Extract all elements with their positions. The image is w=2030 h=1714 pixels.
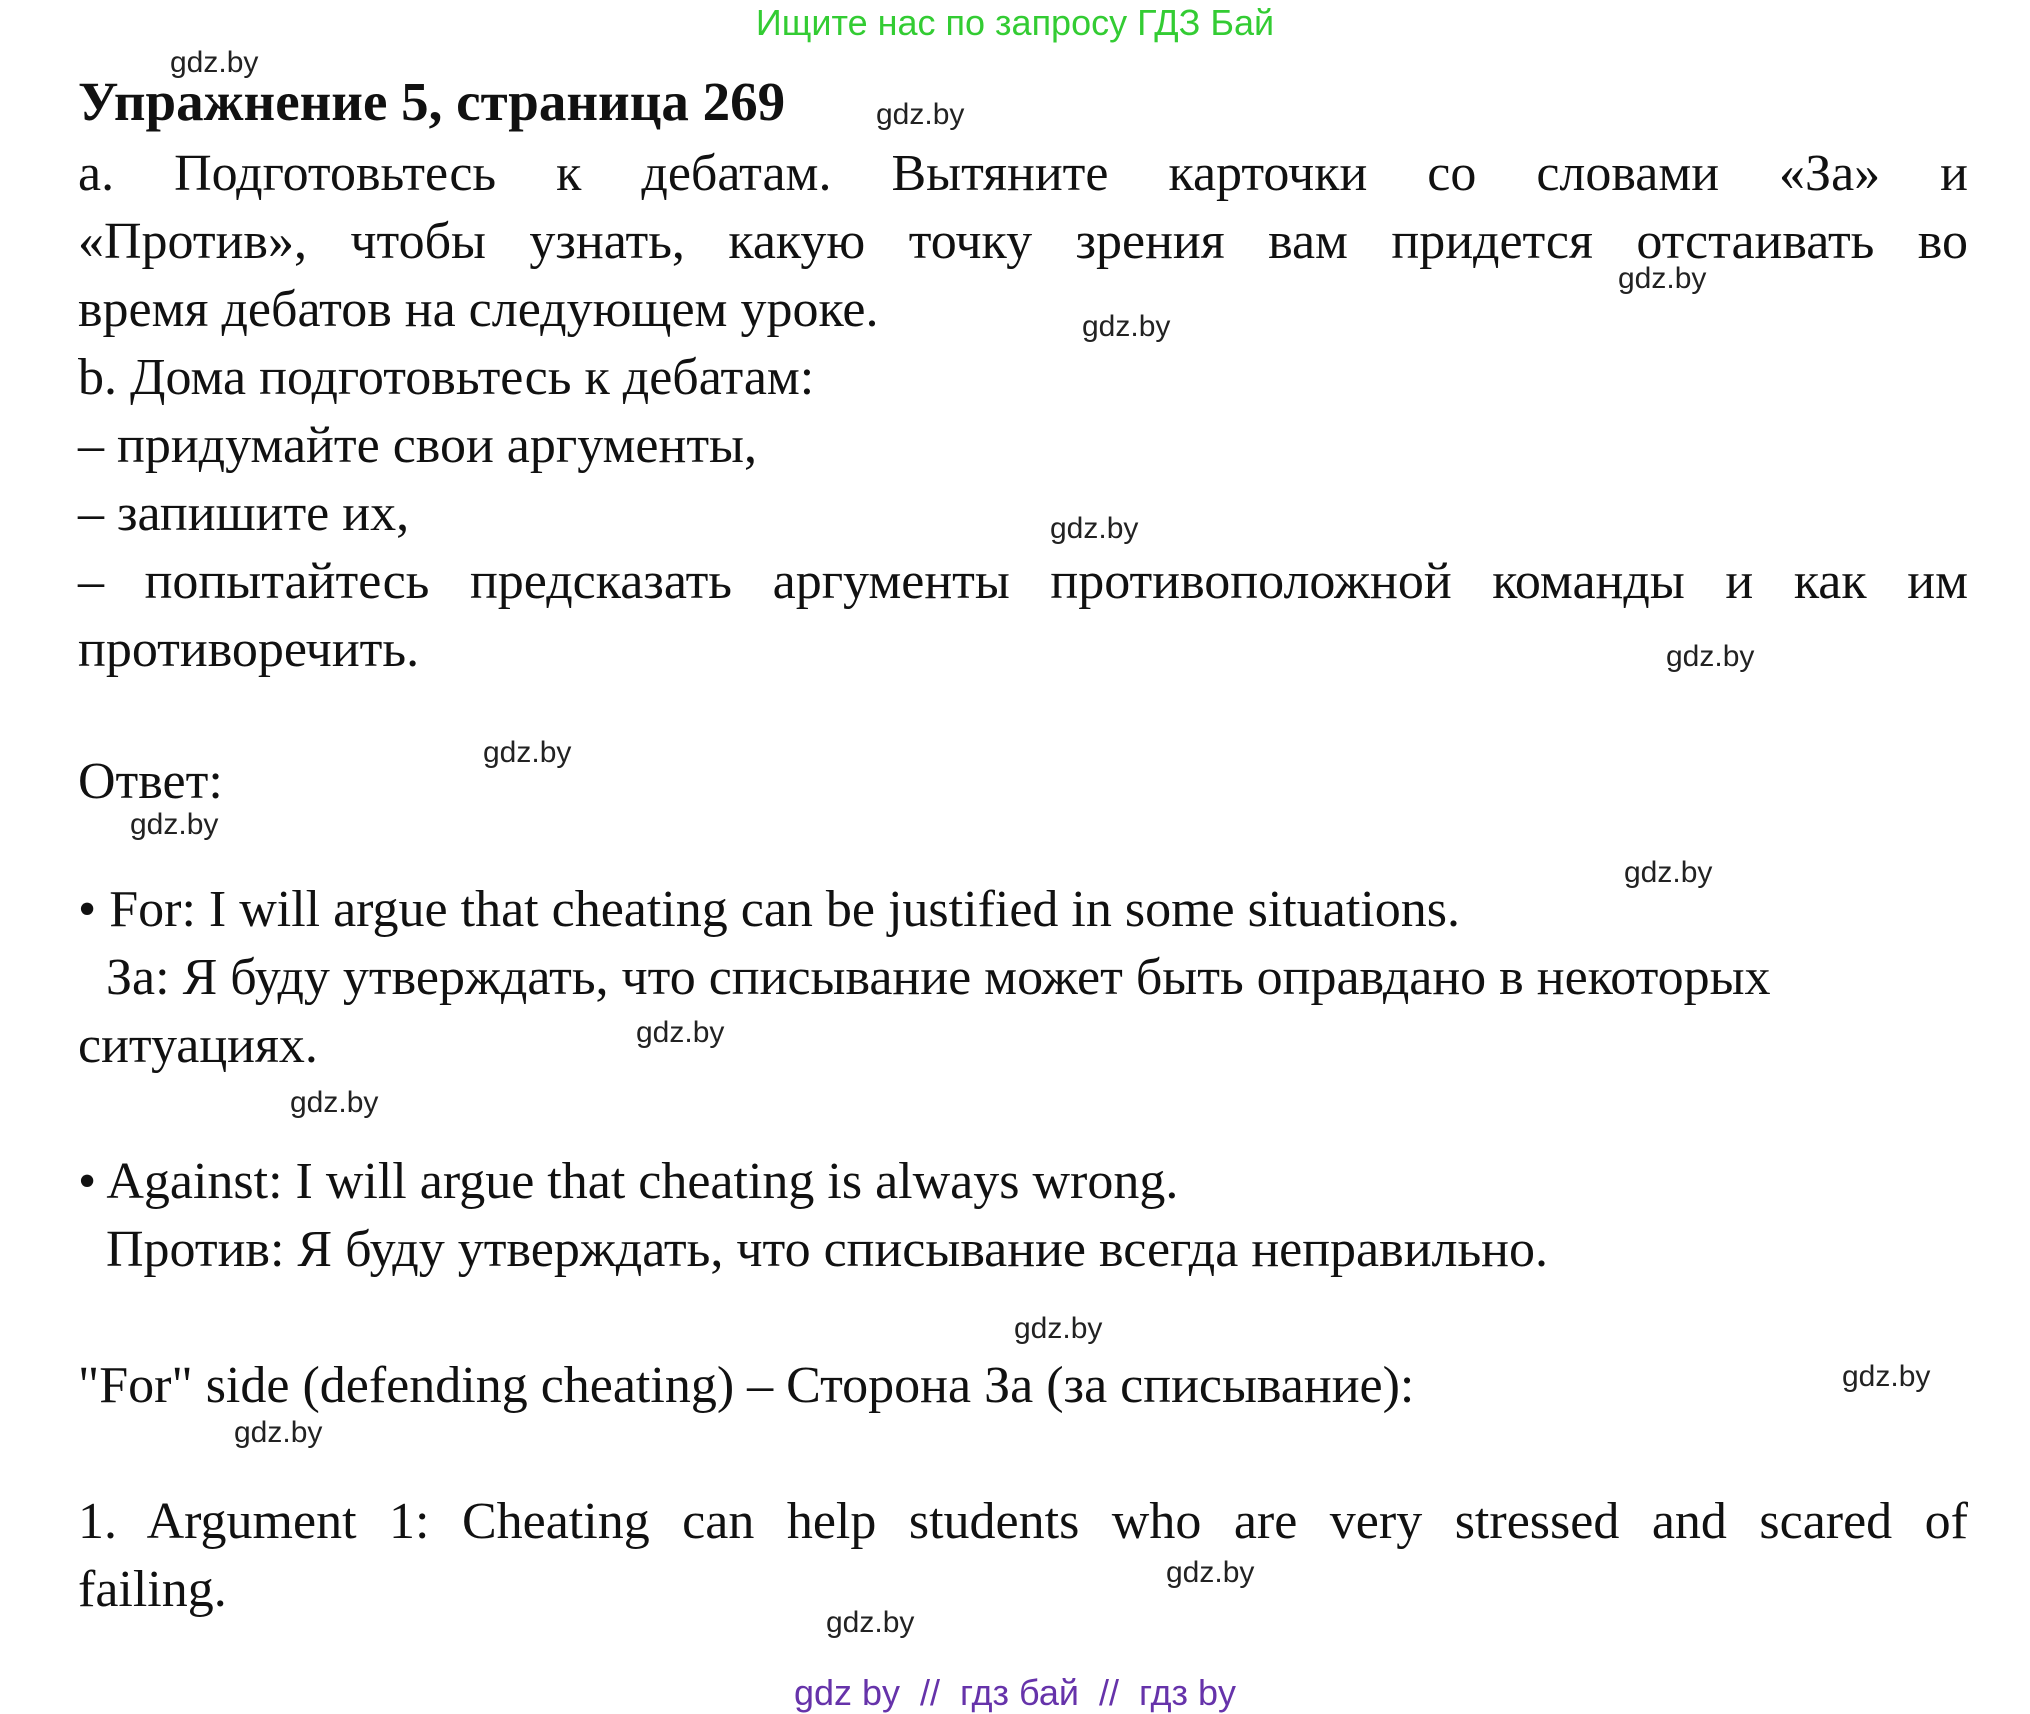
- watermark: gdz.by: [1618, 262, 1707, 295]
- site-banner[interactable]: Ищите нас по запросу ГДЗ Бай: [755, 2, 1275, 43]
- against-position-ru: Против: Я буду утверждать, что списывание всегда неправильно.: [106, 1221, 1549, 1278]
- footer-links[interactable]: gdz by // гдз бай // гдз by: [793, 1672, 1237, 1713]
- task-b-item-3-line-2: противоречить.: [78, 621, 420, 678]
- watermark: gdz.by: [130, 808, 219, 841]
- watermark: gdz.by: [290, 1086, 379, 1119]
- task-b-item-3-line-1: – попытайтесь предсказать аргументы противоположной команды и как им: [78, 553, 1968, 610]
- watermark: gdz.by: [1050, 512, 1139, 545]
- watermark: gdz.by: [1666, 640, 1755, 673]
- argument-1-line-2: failing.: [78, 1561, 227, 1618]
- task-a-line-2: «Против», чтобы узнать, какую точку зрения вам придется отстаивать во: [78, 213, 1968, 270]
- for-side-heading: "For" side (defending cheating) – Сторона За (за списывание):: [78, 1357, 1415, 1414]
- watermark: gdz.by: [483, 736, 572, 769]
- watermark: gdz.by: [1014, 1312, 1103, 1345]
- argument-1-line-1: 1. Argument 1: Cheating can help students who are very stressed and scared of: [78, 1493, 1968, 1550]
- watermark: gdz.by: [1082, 310, 1171, 343]
- task-b-item-1: – придумайте свои аргументы,: [78, 417, 757, 474]
- task-a-line-1: a. Подготовьтесь к дебатам. Вытяните карточки со словами «За» и: [78, 145, 1968, 202]
- watermark: gdz.by: [876, 98, 965, 131]
- watermark: gdz.by: [826, 1606, 915, 1639]
- watermark: gdz.by: [1624, 856, 1713, 889]
- watermark: gdz.by: [1166, 1556, 1255, 1589]
- watermark: gdz.by: [170, 46, 259, 79]
- watermark: gdz.by: [1842, 1360, 1931, 1393]
- exercise-title: Упражнение 5, страница 269: [78, 71, 786, 132]
- for-position-ru-line-1: За: Я буду утверждать, что списывание может быть оправдано в некоторых: [106, 949, 1771, 1006]
- task-b-item-2: – запишите их,: [78, 485, 410, 542]
- task-a-line-3: время дебатов на следующем уроке.: [78, 281, 879, 338]
- against-position-en: • Against: I will argue that cheating is always wrong.: [78, 1153, 1179, 1210]
- task-b-line-1: b. Дома подготовьтесь к дебатам:: [78, 349, 815, 406]
- watermark: gdz.by: [234, 1416, 323, 1449]
- for-position-ru-line-2: ситуациях.: [78, 1017, 318, 1074]
- watermark: gdz.by: [636, 1016, 725, 1049]
- answer-label: Ответ:: [78, 753, 223, 810]
- for-position-en: • For: I will argue that cheating can be justified in some situations.: [78, 881, 1460, 938]
